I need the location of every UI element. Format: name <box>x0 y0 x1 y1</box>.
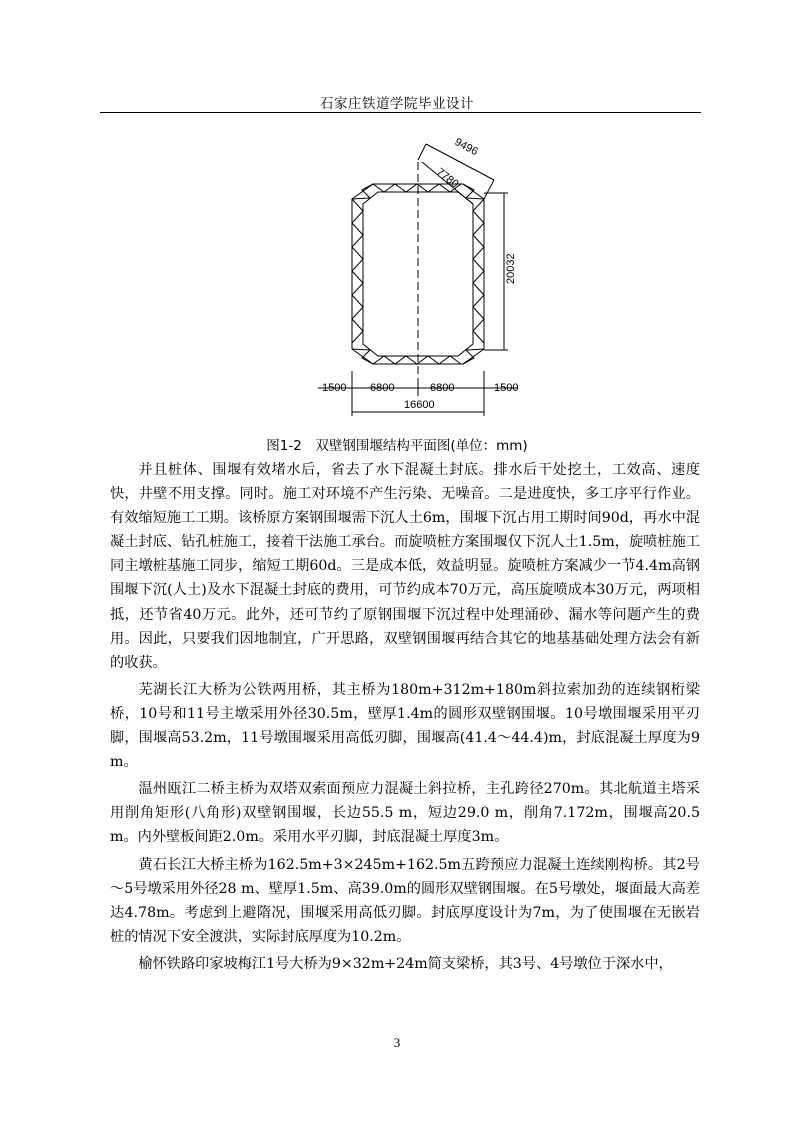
cofferdam-plan-drawing <box>318 126 518 426</box>
dim-label-diagonal-outer: 9496 <box>452 136 480 159</box>
dim-label-left-half: 6800 <box>370 382 395 394</box>
dim-label-diagonal-inner: 7780 <box>433 166 461 191</box>
paragraph: 黄石长江大桥主桥为162.5m+3×245m+162.5m五跨预应力混凝土连续刚构桥。其2号～5号墩采用外径28 m、壁厚1.5m、高39.0m的圆形双壁钢围堰。在5号墩处，堰面最大高差达4.78m。考虑到上避隋况，围堰采用高低刃脚。封底厚度设计为7m，为了使围堰在无嵌岩桩的情况下安全渡洪，实际封底厚度为10.2m。 <box>110 856 700 945</box>
header-divider <box>100 112 701 113</box>
paragraph: 芜湖长江大桥为公铁两用桥，其主桥为180m+312m+180m斜拉索加劲的连续钢桁梁桥，10号和11号主墩采用外径30.5m，壁厚1.4m的圆形双壁钢围堰。10号墩围堰采用平刃脚，围堰高53.2m，11号墩围堰采用高低刃脚，围堰高(41.4～44.4)m，封底混凝土厚度为9m。 <box>110 681 700 771</box>
page-header-title: 石家庄铁道学院毕业设计 <box>320 96 474 112</box>
paragraph: 温州瓯江二桥主桥为双塔双索面预应力混凝土斜拉桥，主孔跨径270m。其北航道主塔采用削角矩形(八角形)双壁钢围堰，长边55.5 m，短边29.0 m，削角7.172m，围堰高20.5m。内外壁板间距2.0m。采用水平刃脚，封底混凝土厚度3m。 <box>110 781 700 846</box>
dim-label-right-margin: 1500 <box>494 382 518 394</box>
dim-label-total-width: 16600 <box>404 399 435 411</box>
figure-caption: 图1-2 双壁钢围堰结构平面图(单位：mm) <box>266 438 528 454</box>
dim-label-left-margin: 1500 <box>322 382 347 394</box>
truss-bracing-left <box>352 199 363 343</box>
dim-label-height: 20032 <box>505 253 517 284</box>
paragraph: 榆怀铁路印家坡梅江1号大桥为9×32m+24m简支梁桥，其3号、4号墩位于深水中， <box>138 955 673 972</box>
truss-bracing-right <box>473 199 484 343</box>
paragraph: 并且桩体、围堰有效堵水后，省去了水下混凝土封底。排水后干处挖土，工效高、速度快，井壁不用支撑。同时。施工对环境不产生污染、无噪音。二是进度快，多工序平行作业。有效缩短施工工期。该桥原方案钢围堰需下沉人土6m，围堰下沉占用工期时间90d，再水中混凝土封底、钻孔桩施工，接着干法施工承台。而旋喷桩方案围堰仅下沉人土1.5m，旋喷桩施工同主墩桩基施工同步，缩短工期60d。三是成本低，效益明显。旋喷桩方案减少一节4.4m高钢围堰下沉(人土)及水下混凝土封底的费用，可节约成本70万元，高压旋喷成本30万元，两项相抵，还节省40万元。此外，还可节约了原钢围堰下沉过程中处理涌砂、漏水等问题产生的费用。因此，只要我们因地制宜，广开思路，双壁钢围堰再结合其它的地基基础处理方法会有新的收获。 <box>110 462 700 671</box>
dim-label-right-half: 6800 <box>430 382 455 394</box>
body-text <box>110 458 700 976</box>
page-number: 3 <box>393 1035 401 1050</box>
